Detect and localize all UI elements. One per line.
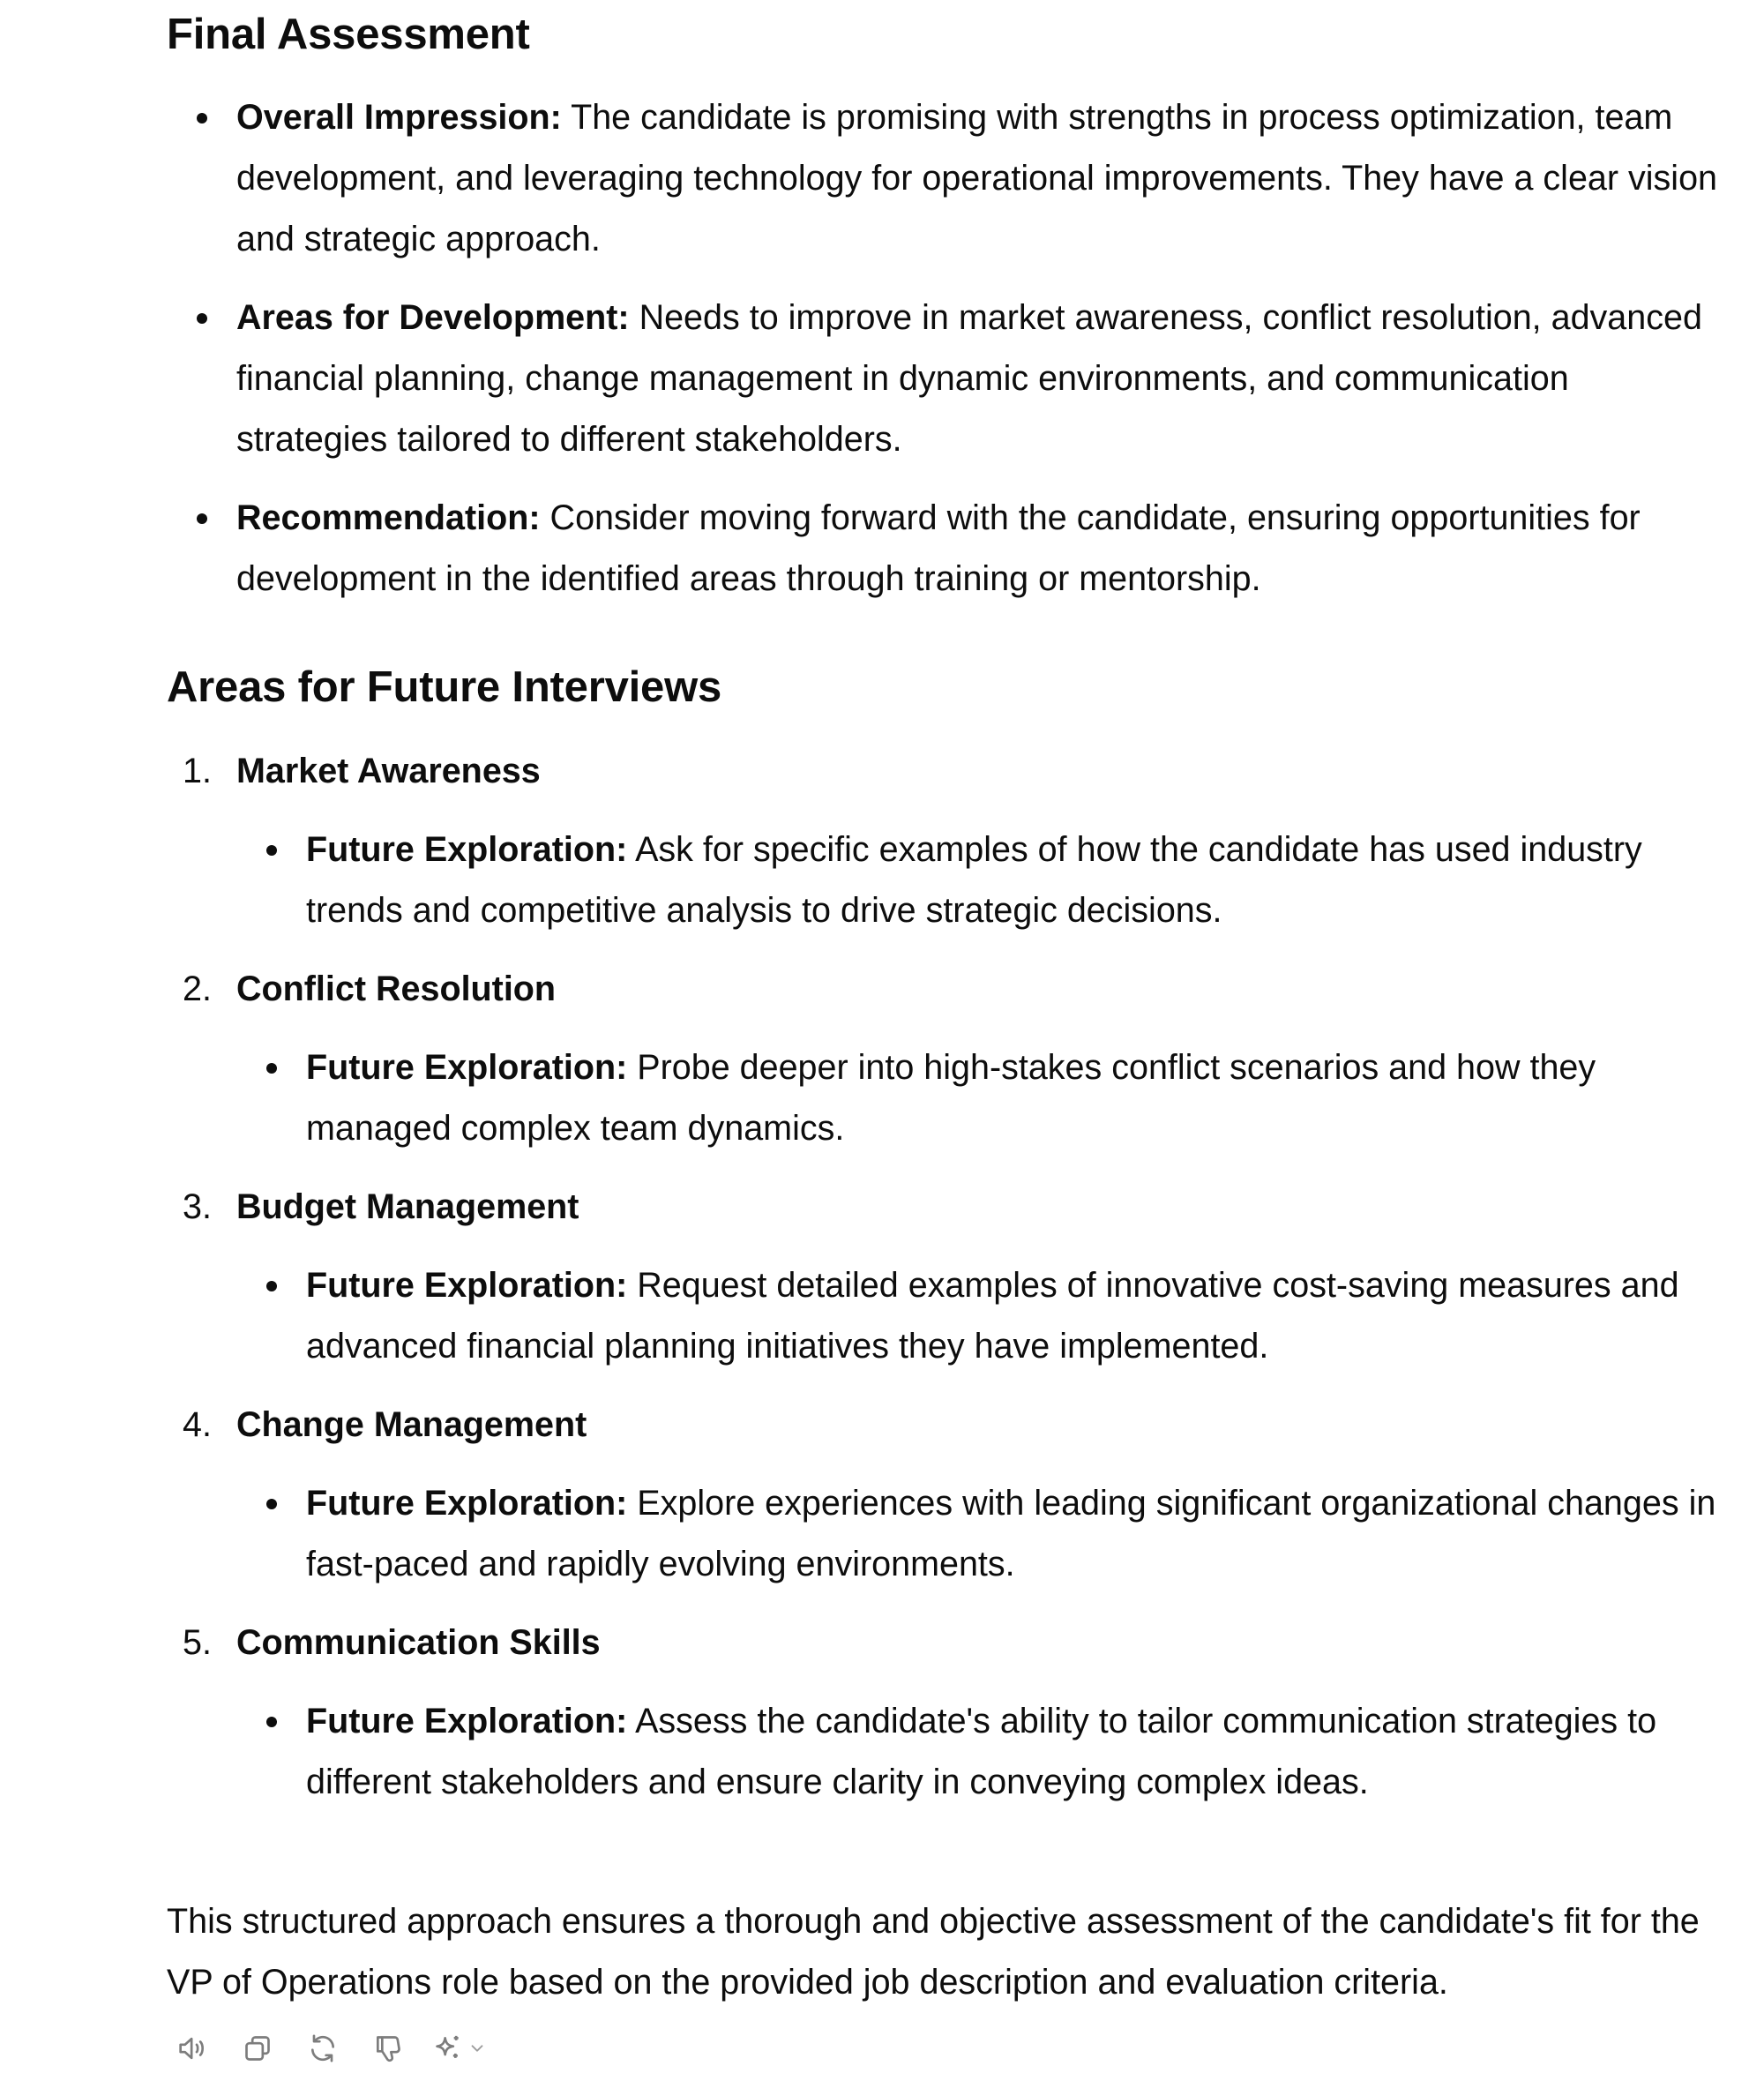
regenerate-icon [305,2031,340,2066]
item-text: Consider moving forward with the candidate, ensuring opportunities for development in the identified areas through training or mentorship. [236,498,1641,598]
item-number: 5. [183,1623,212,1662]
bullet-icon [266,1281,277,1291]
item-label: Overall Impression: [236,98,562,137]
bullet-icon [197,113,207,124]
sub-list-item [236,1473,1719,1595]
list-item [167,288,1719,470]
section-heading-final-assessment: Final Assessment [167,11,530,58]
item-number: 3. [183,1187,212,1226]
item-text: Needs to improve in market awareness, conflict resolution, advanced financial planning, change management in dynamic environments, and communication strategies tailored to different stakeholders. [236,298,1702,459]
message-actions-toolbar [169,2025,487,2071]
sub-text: Request detailed examples of innovative cost-saving measures and advanced financial planning initiatives they have implemented. [306,1266,1679,1366]
closing-paragraph: This structured approach ensures a thorough and objective assessment of the candidate's fit for the VP of Operations role based on the provided job description and evaluation criteria. [167,1901,1700,2002]
copy-icon [240,2031,275,2066]
item-number: 4. [183,1405,212,1444]
regenerate-button[interactable] [300,2025,346,2071]
sub-text: Explore experiences with leading significant organizational changes in fast-paced and rapidly evolving environments. [306,1484,1716,1583]
sub-list-item [236,1255,1719,1377]
sub-label: Future Exploration: [306,1484,628,1523]
sub-label: Future Exploration: [306,1048,628,1087]
sub-label: Future Exploration: [306,1702,628,1740]
sub-list [236,1255,1719,1377]
item-title: Conflict Resolution [236,969,557,1008]
numbered-item [167,1177,1719,1377]
bullet-icon [266,1717,277,1727]
item-title: Change Management [236,1405,587,1444]
item-text: The candidate is promising with strengths in process optimization, team development, and leveraging technology for operational improvements. They have a clear vision and strategic approach. [236,98,1718,258]
item-number: 1. [183,752,212,790]
bullet-icon [266,1063,277,1074]
sparkle-icon [430,2031,466,2066]
speaker-icon [175,2031,210,2066]
sub-label: Future Exploration: [306,1266,628,1305]
list-item [167,87,1719,270]
item-title: Budget Management [236,1187,579,1226]
bullet-icon [266,1499,277,1509]
thumbs-down-button[interactable] [365,2025,411,2071]
item-number: 2. [183,969,212,1008]
numbered-item [167,1395,1719,1595]
sub-list-item [236,1037,1719,1159]
bullet-icon [266,845,277,856]
list-item [167,488,1719,610]
bullet-icon [197,313,207,324]
future-interviews-list [167,741,1719,1830]
sub-list [236,1473,1719,1595]
item-label: Recommendation: [236,498,541,537]
sub-text: Probe deeper into high-stakes conflict scenarios and how they managed complex team dynamics. [306,1048,1596,1148]
numbered-item [167,741,1719,941]
read-aloud-button[interactable] [169,2025,215,2071]
chevron-down-icon [467,2039,487,2058]
sub-label: Future Exploration: [306,830,628,869]
sub-list-item [236,820,1719,941]
numbered-item [167,959,1719,1159]
sub-list [236,820,1719,941]
bullet-icon [197,513,207,524]
item-title: Market Awareness [236,752,541,790]
sub-text: Assess the candidate's ability to tailor communication strategies to different stakeholders and ensure clarity in conveying complex ideas. [306,1702,1657,1801]
final-assessment-list [167,87,1719,627]
model-switch-button[interactable] [430,2025,487,2071]
section-heading-future-interviews: Areas for Future Interviews [167,663,722,711]
sub-list-item [236,1691,1719,1813]
item-label: Areas for Development: [236,298,630,337]
thumbs-down-icon [370,2031,406,2066]
numbered-item [167,1613,1719,1813]
sub-text: Ask for specific examples of how the candidate has used industry trends and competitive analysis to drive strategic decisions. [306,830,1642,930]
copy-button[interactable] [235,2025,280,2071]
sub-list [236,1037,1719,1159]
item-title: Communication Skills [236,1623,601,1662]
sub-list [236,1691,1719,1813]
